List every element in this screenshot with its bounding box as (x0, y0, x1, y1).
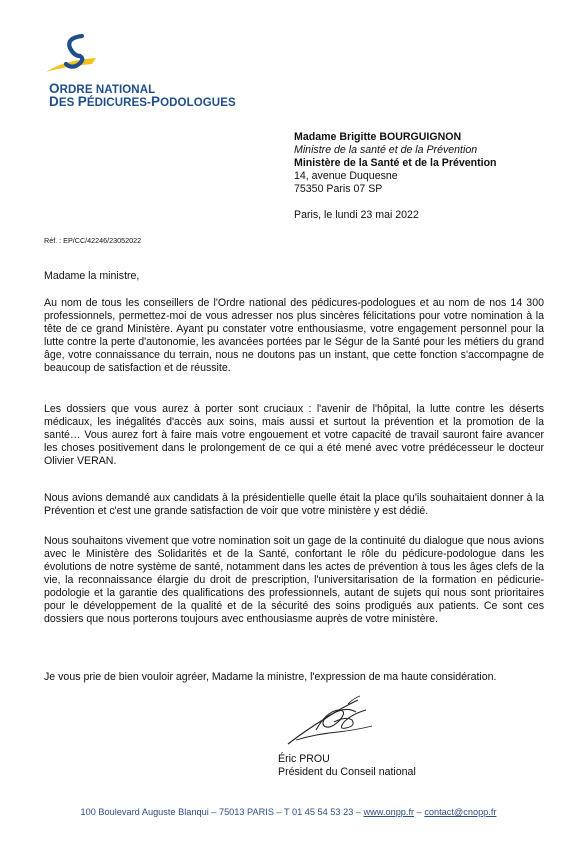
letter-date: Paris, le lundi 23 mai 2022 (294, 209, 419, 221)
footer-address: 100 Boulevard Auguste Blanqui – 75013 PARIS – T 01 45 54 53 23 – (80, 807, 364, 817)
recipient-name: Madame Brigitte BOURGUIGNON (294, 131, 462, 143)
onpp-logo-icon (44, 30, 114, 80)
signer-name: Éric PROU (278, 753, 330, 765)
recipient-address-line2: 75350 Paris 07 SP (294, 183, 383, 195)
signer-block (278, 753, 416, 779)
logo-text-line1: ORDRE NATIONAL (49, 81, 156, 96)
footer-separator: – (414, 807, 425, 817)
reference-number: Réf. : EP/CC/42246/23052022 (44, 236, 142, 245)
signer-title: Président du Conseil national (278, 766, 416, 778)
body-paragraph-3: Nous avions demandé aux candidats à la présidentielle quelle était la place qu'ils souhaitaient donner à la Prévention et c'est une grande satisfaction de voir que votre ministère y est dédié. (44, 492, 544, 517)
closing-paragraph: Je vous prie de bien vouloir agréer, Madame la ministre, l'expression de ma haute considération. (44, 671, 497, 683)
letter-footer (0, 807, 577, 817)
logo-text-line2: DES PÉDICURES-PODOLOGUES (49, 94, 236, 109)
recipient-address-line1: 14, avenue Duquesne (294, 170, 398, 182)
footer-website-link[interactable]: www.onpp.fr (363, 807, 415, 817)
recipient-ministry: Ministère de la Santé et de la Prévention (294, 157, 497, 169)
handwritten-signature (286, 690, 376, 748)
recipient-block (294, 131, 564, 196)
body-paragraph-2: Les dossiers que vous aurez à porter sont cruciaux : l'avenir de l'hôpital, la lutte contre les déserts médicaux, les inégalités d'accès aux soins, mais aussi et surtout la prévention et la promotion de la santé… Vous aurez fort à faire mais votre engouement et votre capacité de travail sauront faire avancer les choses positivement dans le prolongement de ce qui a été mené avec votre prédécesseur le docteur Olivier VERAN. (44, 403, 544, 467)
onpp-logo (44, 30, 244, 110)
body-paragraph-4: Nous souhaitons vivement que votre nomination soit un gage de la continuité du dialogue que nous avions avec le Ministère des Solidarités et de la Santé, confortant le rôle du pédicure-podologue dans les évolutions de notre système de santé, notamment dans les actes de prévention à tous les âges clefs de la vie, la reconnaissance élargie du droit de prescription, l'universitarisation de la formation en pédicurie-podologie et la garantie des qualifications des professionnels, autant de sujets qui nous sont prioritaires pour le développement de la qualité et de la sécurité des soins prodigués aux patients. Ce sont ces dossiers que nous porterons toujours avec enthousiasme auprès de votre ministère. (44, 535, 544, 625)
recipient-title: Ministre de la santé et de la Prévention (294, 144, 478, 156)
salutation: Madame la ministre, (44, 270, 140, 282)
footer-email-link[interactable]: contact@cnopp.fr (424, 807, 497, 817)
body-paragraph-1: Au nom de tous les conseillers de l'Ordre national des pédicures-podologues et au nom de nos 14 300 professionnels, permettez-moi de vous adresser nos plus sincères félicitations pour votre nomination à la tête de ce grand Ministère. Ayant pu constater votre enthousiasme, votre engagement personnel pour la lutte contre la perte d'autonomie, les avancées portées par le Ségur de la Santé pour les métiers du grand âge, votre connaissance du terrain, nous ne doutons pas un instant, que cette fonction s'accompagne de beaucoup de satisfaction et de réussite. (44, 297, 544, 374)
